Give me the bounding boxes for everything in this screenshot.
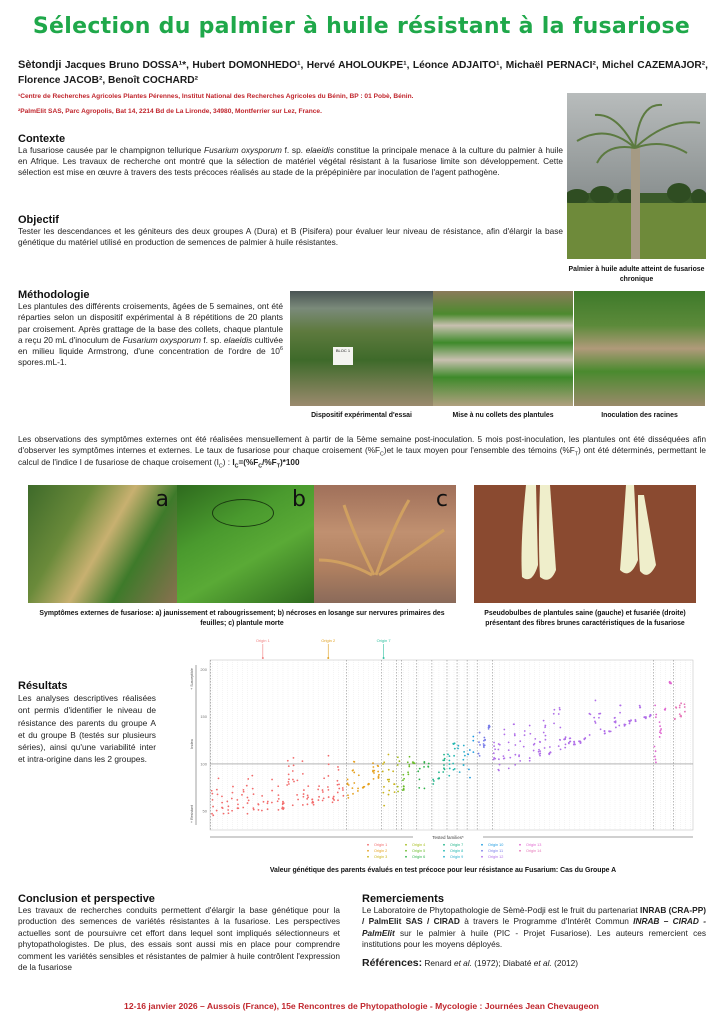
svg-text:Origin 7: Origin 7 [450, 843, 464, 847]
svg-text:Origin 7: Origin 7 [376, 638, 391, 643]
svg-text:Origin 5: Origin 5 [412, 849, 426, 853]
pseudobulb-caption: Pseudobulbes de plantules saine (gauche) et fusariée (droite) présentant des fibres brunes caractéristiques de la fusariose [484, 610, 686, 627]
photo-label-a: a [155, 487, 169, 512]
section-body [18, 145, 563, 179]
svg-text:200: 200 [200, 666, 207, 672]
text: Les plantules des différents croisements, âgées de 5 semaines, ont été réparties selon un dispositif expérimental à 8 répétitions de 20 plants par croisement. Après grattage de la base des collets, chaque plantule a reçu 20 mL d'inoculum de [18, 301, 283, 345]
svg-text:Origin 1: Origin 1 [374, 843, 388, 847]
references-heading: Références: [362, 956, 423, 969]
section-resultats [18, 680, 156, 766]
svg-text:+ Susceptible: + Susceptible [190, 668, 194, 690]
affiliation-1: ¹Centre de Recherches Agricoles Plantes Pérennes, Institut National des Recherches Agricoles du Bénin, BP : 01 Pobè, Bénin. [18, 93, 414, 100]
svg-text:Origin 9: Origin 9 [450, 855, 464, 859]
author-names: Jacques Bruno DOSSA¹*, Hubert DOMONHEDO¹, Hervé AHOLOUKPE¹, Léonce ADJAITO¹, Michaël PERNACI², Michel CAZEMAJOR², Florence JACOB², Benoît COCHARD² [18, 60, 708, 86]
pseudobulb-photo [474, 485, 696, 603]
text: )et le taux moyen pour l'ensemble des témoins (%F [383, 446, 575, 456]
species-name: Fusarium oxysporum [122, 334, 201, 345]
conference-footer: 12-16 janvier 2026 – Aussois (France), 15e Rencontres de Phytopathologie - Mycologie : Journées Jean Chevaugeon [124, 1001, 599, 1011]
svg-text:Index: Index [189, 739, 194, 749]
formula-part: =(%F [238, 457, 259, 467]
section-heading: Résultats [18, 680, 68, 692]
necrosis-highlight-ellipse [212, 499, 274, 527]
symptom-photo-c [314, 485, 456, 603]
section-heading: Objectif [18, 214, 59, 226]
section-body: Tester les descendances et les géniteurs des deux groupes A (Dura) et B (Pisifera) pour évaluer leur niveau de résistance, afin d'élargir la base génétique du matériel utilisé en production de semences de palmier à huile résistantes. [18, 226, 563, 248]
svg-text:50: 50 [202, 808, 207, 814]
symptom-photo-a [28, 485, 177, 603]
author-list [18, 58, 708, 88]
photo-caption-1: Dispositif expérimental d'essai [311, 412, 412, 419]
svg-text:Origin 1: Origin 1 [255, 638, 270, 643]
text: et al. [533, 957, 552, 968]
observations-paragraph [18, 434, 706, 468]
first-author-firstname: Sètondji [18, 59, 62, 71]
section-objectif [18, 214, 563, 248]
svg-text:Origin 2: Origin 2 [321, 638, 336, 643]
root-inoculation-photo [574, 291, 705, 406]
text: Le Laboratoire de Phytopathologie de Sèmè-Podji est le fruit du partenariat [362, 905, 641, 915]
section-body [362, 905, 706, 951]
text: Renard [422, 957, 454, 968]
exponent: 6 [279, 346, 283, 353]
symptom-photo-b [177, 485, 314, 603]
text: et al. [453, 957, 472, 968]
text: Les observations des symptômes externes ont été réalisées mensuellement à partir de la 5ème semaine post-inoculation. 5 mois post-inoculation, les plantules ont été disséquées afin d'observer les symptômes internes et externes. Le taux de fusariose pour chaque croisement (%F [18, 435, 706, 456]
bloc-sign: BLOC 1 [333, 347, 353, 365]
svg-text:Origin 14: Origin 14 [526, 849, 542, 853]
text: ) ont été déterminés, permettant le calcul de l'indice I de fusariose de chaque croisement (I [18, 446, 706, 467]
subscript: C [234, 463, 239, 470]
text: constitue la principale menace à la culture du palmier à huile en Afrique. Les travaux de recherche ont montré que la sélection de matériel végétal résistant à la fusariose limite son développement. Cette sélection est mise en œuvre à travers des tests précoces réalisés au stade de la prépépinière par inoculation de l'agent pathogène. [18, 145, 564, 178]
text: spores.mL-1. [18, 357, 67, 368]
photo-label-c: c [435, 487, 448, 512]
section-body: Les travaux de recherches conduits permettent d'élargir la base génétique pour la production des semences de variétés résistantes à la fusariose. Les perspectives actuelles sont de poursuivre cet effort dans lequel sont impliqués sélectionneurs et phytopathologistes. De plus, des essais sont aussi mis en place pour comprendre comment les variétés sensibles et résistantes de palmier à huile contrôlent l'expression de la fusariose [18, 905, 340, 973]
section-heading: Contexte [18, 133, 66, 145]
forma-name: elaeidis [223, 334, 253, 345]
text: La fusariose causée par le champignon tellurique [18, 145, 204, 155]
section-heading: Remerciements [362, 893, 444, 905]
trial-setup-photo [290, 291, 433, 406]
palm-tree-photo [567, 93, 706, 259]
species-name: Fusarium oxysporum [204, 145, 282, 155]
section-contexte [18, 133, 563, 179]
subscript: C [258, 463, 263, 470]
symptoms-caption: Symptômes externes de fusariose: a) jaunissement et rabougrissement; b) nécroses en losange sur nervures primaires des feuilles; c) plantule morte [39, 610, 445, 627]
svg-text:Origin 2: Origin 2 [374, 849, 388, 853]
svg-text:Origin 3: Origin 3 [374, 855, 388, 859]
affiliation-2: ²PalmElit SAS, Parc Agropolis, Bat 14, 2214 Bd de La Lironde, 34980, Montferrier sur Lez, France. [18, 108, 322, 115]
text: f. sp. [200, 334, 224, 345]
photo-caption-3: Inoculation des racines [601, 412, 678, 419]
chart-caption: Valeur génétique des parents évalués en test précoce pour leur résistance au Fusarium: Cas du Groupe A [269, 867, 617, 874]
section-conclusion [18, 893, 340, 973]
section-methodologie [18, 289, 283, 369]
subscript: C [380, 452, 384, 459]
subscript: T [276, 463, 280, 470]
svg-text:Origin 13: Origin 13 [526, 843, 542, 847]
palm-photo-caption: Palmier à huile adulte atteint de fusariose chronique [568, 266, 705, 283]
partners: INRAB (CRA-PP) / PalmElit SAS / CIRAD [362, 905, 706, 927]
photo-caption-2: Mise à nu collets des plantules [452, 412, 554, 419]
section-heading: Méthodologie [18, 289, 90, 301]
formula-part: /%F [262, 457, 277, 467]
text: sur le palmier à huile (PIC - Projet Fusariose). Les auteurs remercient ces institutions pour les moyens déployés. [362, 927, 706, 950]
text: (2012) [551, 957, 579, 968]
section-body: Les analyses descriptives réalisées ont permis d'identifier le niveau de résistance des parents du groupe A et du groupe B (testés sur plusieurs séries), ainsi qu'une variabilité inter et intra-origine dans les 2 groupes. [18, 693, 156, 765]
references [362, 957, 706, 969]
svg-text:150: 150 [200, 714, 207, 720]
text: à travers le Programme d'Intérêt Commun [459, 916, 634, 927]
genetic-value-chart [188, 634, 698, 866]
subscript: C [218, 463, 223, 470]
section-heading: Conclusion et perspective [18, 893, 155, 905]
text: ) : [222, 457, 233, 467]
poster-title: Sélection du palmier à huile résistant à la fusariose [32, 14, 691, 39]
svg-text:100: 100 [200, 761, 207, 767]
formula-part: )*100 [279, 457, 300, 467]
section-remerciements [362, 893, 706, 969]
scatter-plot [188, 634, 698, 866]
svg-text:Origin 4: Origin 4 [412, 843, 426, 847]
fusariosis-index-formula [232, 457, 300, 470]
section-body [18, 301, 283, 369]
program-partners: INRAB – CIRAD - PalmElit [362, 916, 706, 938]
photo-label-b: b [292, 487, 306, 512]
forma-name: elaeidis [305, 145, 334, 155]
svg-text:Origin 8: Origin 8 [450, 849, 464, 853]
subscript: T [574, 452, 579, 459]
svg-text:Origin 11: Origin 11 [488, 849, 504, 853]
svg-text:Origin 6: Origin 6 [412, 855, 426, 859]
text: f. sp. [281, 145, 306, 155]
text: (1972); Diabaté [471, 957, 534, 968]
exposed-collar-photo [433, 291, 573, 406]
formula-part: I [232, 457, 235, 467]
svg-text:Origin 12: Origin 12 [488, 855, 504, 859]
svg-text:+ Resistant: + Resistant [190, 804, 194, 824]
text: cultivée en milieu liquide Armstrong, d'une concentration de l'ordre de 10 [18, 334, 283, 357]
svg-text:Origin 10: Origin 10 [488, 843, 504, 847]
svg-text:Tested families*: Tested families* [432, 835, 464, 840]
